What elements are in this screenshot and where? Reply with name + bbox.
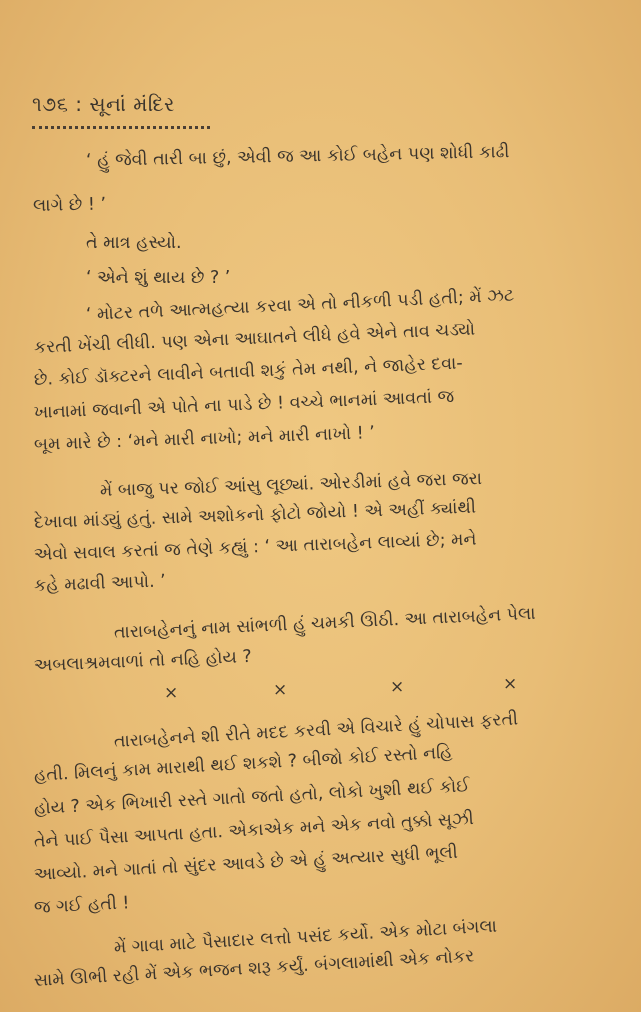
separator-mark: ×	[503, 674, 518, 694]
text-line: ‘ મોટર તળે આત્મહત્યા કરવા એ તો નીકળી પડી હતી; મેં ઝટ	[85, 285, 515, 325]
text-line: તેને પાઈ પૈસા આપતા હતા. એકાએક મને એક નવો તુક્કો સૂઝી	[33, 808, 475, 852]
text-line: અબલાશ્રમવાળાં તો નહિ હોય ?	[33, 646, 253, 676]
text-line: છે. કોઈ ડૉક્ટરને લાવીને બતાવી શકું તેમ નથી, ને જાહેર દવા-	[33, 353, 464, 390]
text-line: આવ્યો. મને ગાતાં તો સુંદર આવડે છે એ હું અત્યાર સુધી ભૂલી	[33, 842, 459, 885]
text-line: લાગે છે ! ’	[32, 194, 107, 216]
page-header: ૧૭૬ : સૂનાં મંદિર	[32, 92, 175, 116]
separator-mark: ×	[390, 677, 405, 697]
separator-mark: ×	[164, 683, 179, 703]
text-line: સામે ઊભી રહી મેં એક ભજન શરૂ કર્યું. બંગલામાંથી એક નોકર	[33, 946, 475, 991]
text-line: તારાબહેનને શી રીતે મદદ કરવી એ વિચારે હું ચોપાસ ફરતી	[113, 709, 519, 752]
text-line: બૂમ મારે છે : ‘મને મારી નાખો; મને મારી નાખો ! ’	[33, 423, 376, 455]
text-line: કહે મઢાવી આપો. ’	[33, 571, 167, 596]
text-line: દેખાવા માંડ્યું હતું. સામે અશોકનો ફોટો જોયો ! એ અહીં ક્યાંથી	[33, 497, 477, 533]
text-line: તે માત્ર હસ્યો.	[86, 233, 182, 253]
text-line: હતી. મિલનું કામ મારાથી થઈ શકશે ? બીજો કોઈ રસ્તો નહિ	[33, 742, 454, 786]
separator-mark: ×	[273, 680, 288, 700]
text-line: ‘ હું જેવી તારી બા છું, એવી જ આ કોઈ બહેન પણ શોધી કાઢી	[85, 142, 510, 171]
text-line: જ ગઈ હતી !	[33, 893, 130, 918]
text-line: મેં ગાવા માટે પૈસાદાર લત્તો પસંદ કર્યો. એક મોટા બંગલા	[113, 916, 498, 958]
text-line: હોય ? એક ભિખારી રસ્તે ગાતો જતો હતો, લોકો ખુશી થઈ કોઈ	[33, 776, 471, 819]
text-line: કરતી ખેંચી લીધી. પણ એના આઘાતને લીધે હવે એને તાવ ચડ્યો	[33, 319, 476, 358]
text-line: ખાનામાં જવાની એ પોતે ના પાડે છે ! વચ્ચે ભાનમાં આવતાં જ	[33, 386, 455, 423]
text-line: ‘ એને શું થાય છે ? ’	[86, 268, 231, 288]
header-dotted-rule	[32, 126, 210, 129]
text-line: તારાબહેનનું નામ સાંભળી હું ચમકી ઊઠી. આ તારાબહેન પેલા	[113, 603, 536, 643]
text-line: એવો સવાલ કરતાં જ તેણે કહ્યું : ‘ આ તારાબહેન લાવ્યાં છે; મને	[33, 529, 477, 565]
text-line: મેં બાજુ પર જોઈ આંસુ લૂછ્યાં. ઓરડીમાં હવે જરા જરા	[99, 469, 483, 501]
